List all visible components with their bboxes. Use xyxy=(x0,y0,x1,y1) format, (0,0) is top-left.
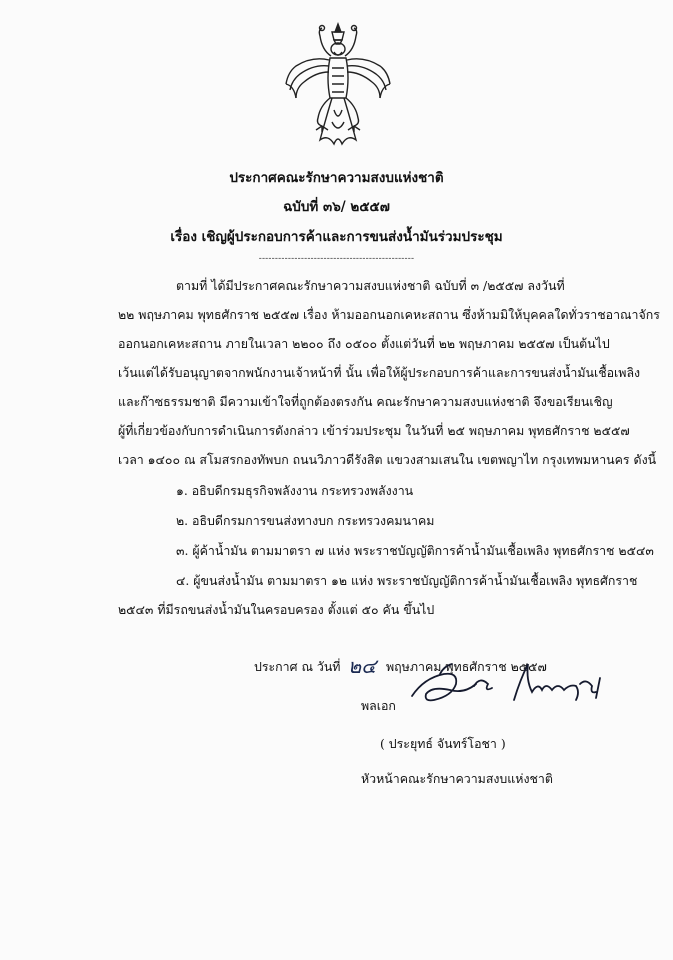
list-item: ๑. อธิบดีกรมธุรกิจพลังงาน กระทรวงพลังงาน xyxy=(176,483,414,498)
date-prefix: ประกาศ ณ วันที่ xyxy=(254,659,341,674)
list-item-continuation: ๒๕๔๓ ที่มีรถขนส่งน้ำมันในครอบครอง ตั้งแต่ ๕๐ คัน ขึ้นไป xyxy=(118,602,435,617)
announcement-number: ฉบับที่ ๓๖/ ๒๕๕๗ xyxy=(283,199,390,215)
signatory-rank: พลเอก xyxy=(361,698,396,713)
list-item: ๓. ผู้ค้าน้ำมัน ตามมาตรา ๗ แห่ง พระราชบัญญัติการค้าน้ำมันเชื้อเพลิง พุทธศักราช ๒๕๔๓ xyxy=(176,543,654,558)
body-line: เว้นแต่ได้รับอนุญาตจากพนักงานเจ้าหน้าที่ นั้น เพื่อให้ผู้ประกอบการค้าและการขนส่งน้ำมันเชื้อเพลิง xyxy=(118,365,641,380)
divider-line: ------------------------------------------------ xyxy=(258,254,415,264)
date-day-handwritten: ๒๔ xyxy=(348,654,377,678)
announcement-subject: เรื่อง เชิญผู้ประกอบการค้าและการขนส่งน้ำมันร่วมประชุม xyxy=(170,229,503,245)
list-item: ๒. อธิบดีกรมการขนส่งทางบก กระทรวงคมนาคม xyxy=(176,513,435,528)
list-item: ๔. ผู้ขนส่งน้ำมัน ตามมาตรา ๑๒ แห่ง พระราชบัญญัติการค้าน้ำมันเชื้อเพลิง พุทธศักราช xyxy=(176,573,638,588)
body-line: ออกนอกเคหะสถาน ภายในเวลา ๒๒๐๐ ถึง ๐๕๐๐ ตั้งแต่วันที่ ๒๒ พฤษภาคม ๒๕๕๗ เป็นต้นไป xyxy=(118,336,610,351)
body-line: เวลา ๑๔๐๐ ณ สโมสรกองทัพบก ถนนวิภาวดีรังสิต แขวงสามเสนใน เขตพญาไท กรุงเทพมหานคร ดังนี้ xyxy=(118,452,657,467)
date-suffix: พฤษภาคม พุทธศักราช ๒๕๕๗ xyxy=(386,659,547,674)
announcement-title: ประกาศคณะรักษาความสงบแห่งชาติ xyxy=(229,170,444,186)
body-line: ตามที่ ได้มีประกาศคณะรักษาความสงบแห่งชาติ ฉบับที่ ๓ /๒๕๕๗ ลงวันที่ xyxy=(176,278,565,293)
garuda-emblem xyxy=(282,22,394,154)
body-line: และก๊าซธรรมชาติ มีความเข้าใจที่ถูกต้องตรงกัน คณะรักษาความสงบแห่งชาติ จึงขอเรียนเชิญ xyxy=(118,394,613,409)
body-line: ๒๒ พฤษภาคม พุทธศักราช ๒๕๕๗ เรื่อง ห้ามออกนอกเคหะสถาน ซึ่งห้ามมิให้บุคคลใดทั่วราชอาณาจักร xyxy=(118,307,660,322)
signatory-name: ( ประยุทธ์ จันทร์โอชา ) xyxy=(380,736,506,751)
signatory-position: หัวหน้าคณะรักษาความสงบแห่งชาติ xyxy=(361,771,553,786)
body-line: ผู้ที่เกี่ยวข้องกับการดำเนินการดังกล่าว เข้าร่วมประชุม ในวันที่ ๒๕ พฤษภาคม พุทธศักราช ๒๕๕๗ xyxy=(118,423,630,438)
handwritten-signature xyxy=(404,656,604,718)
